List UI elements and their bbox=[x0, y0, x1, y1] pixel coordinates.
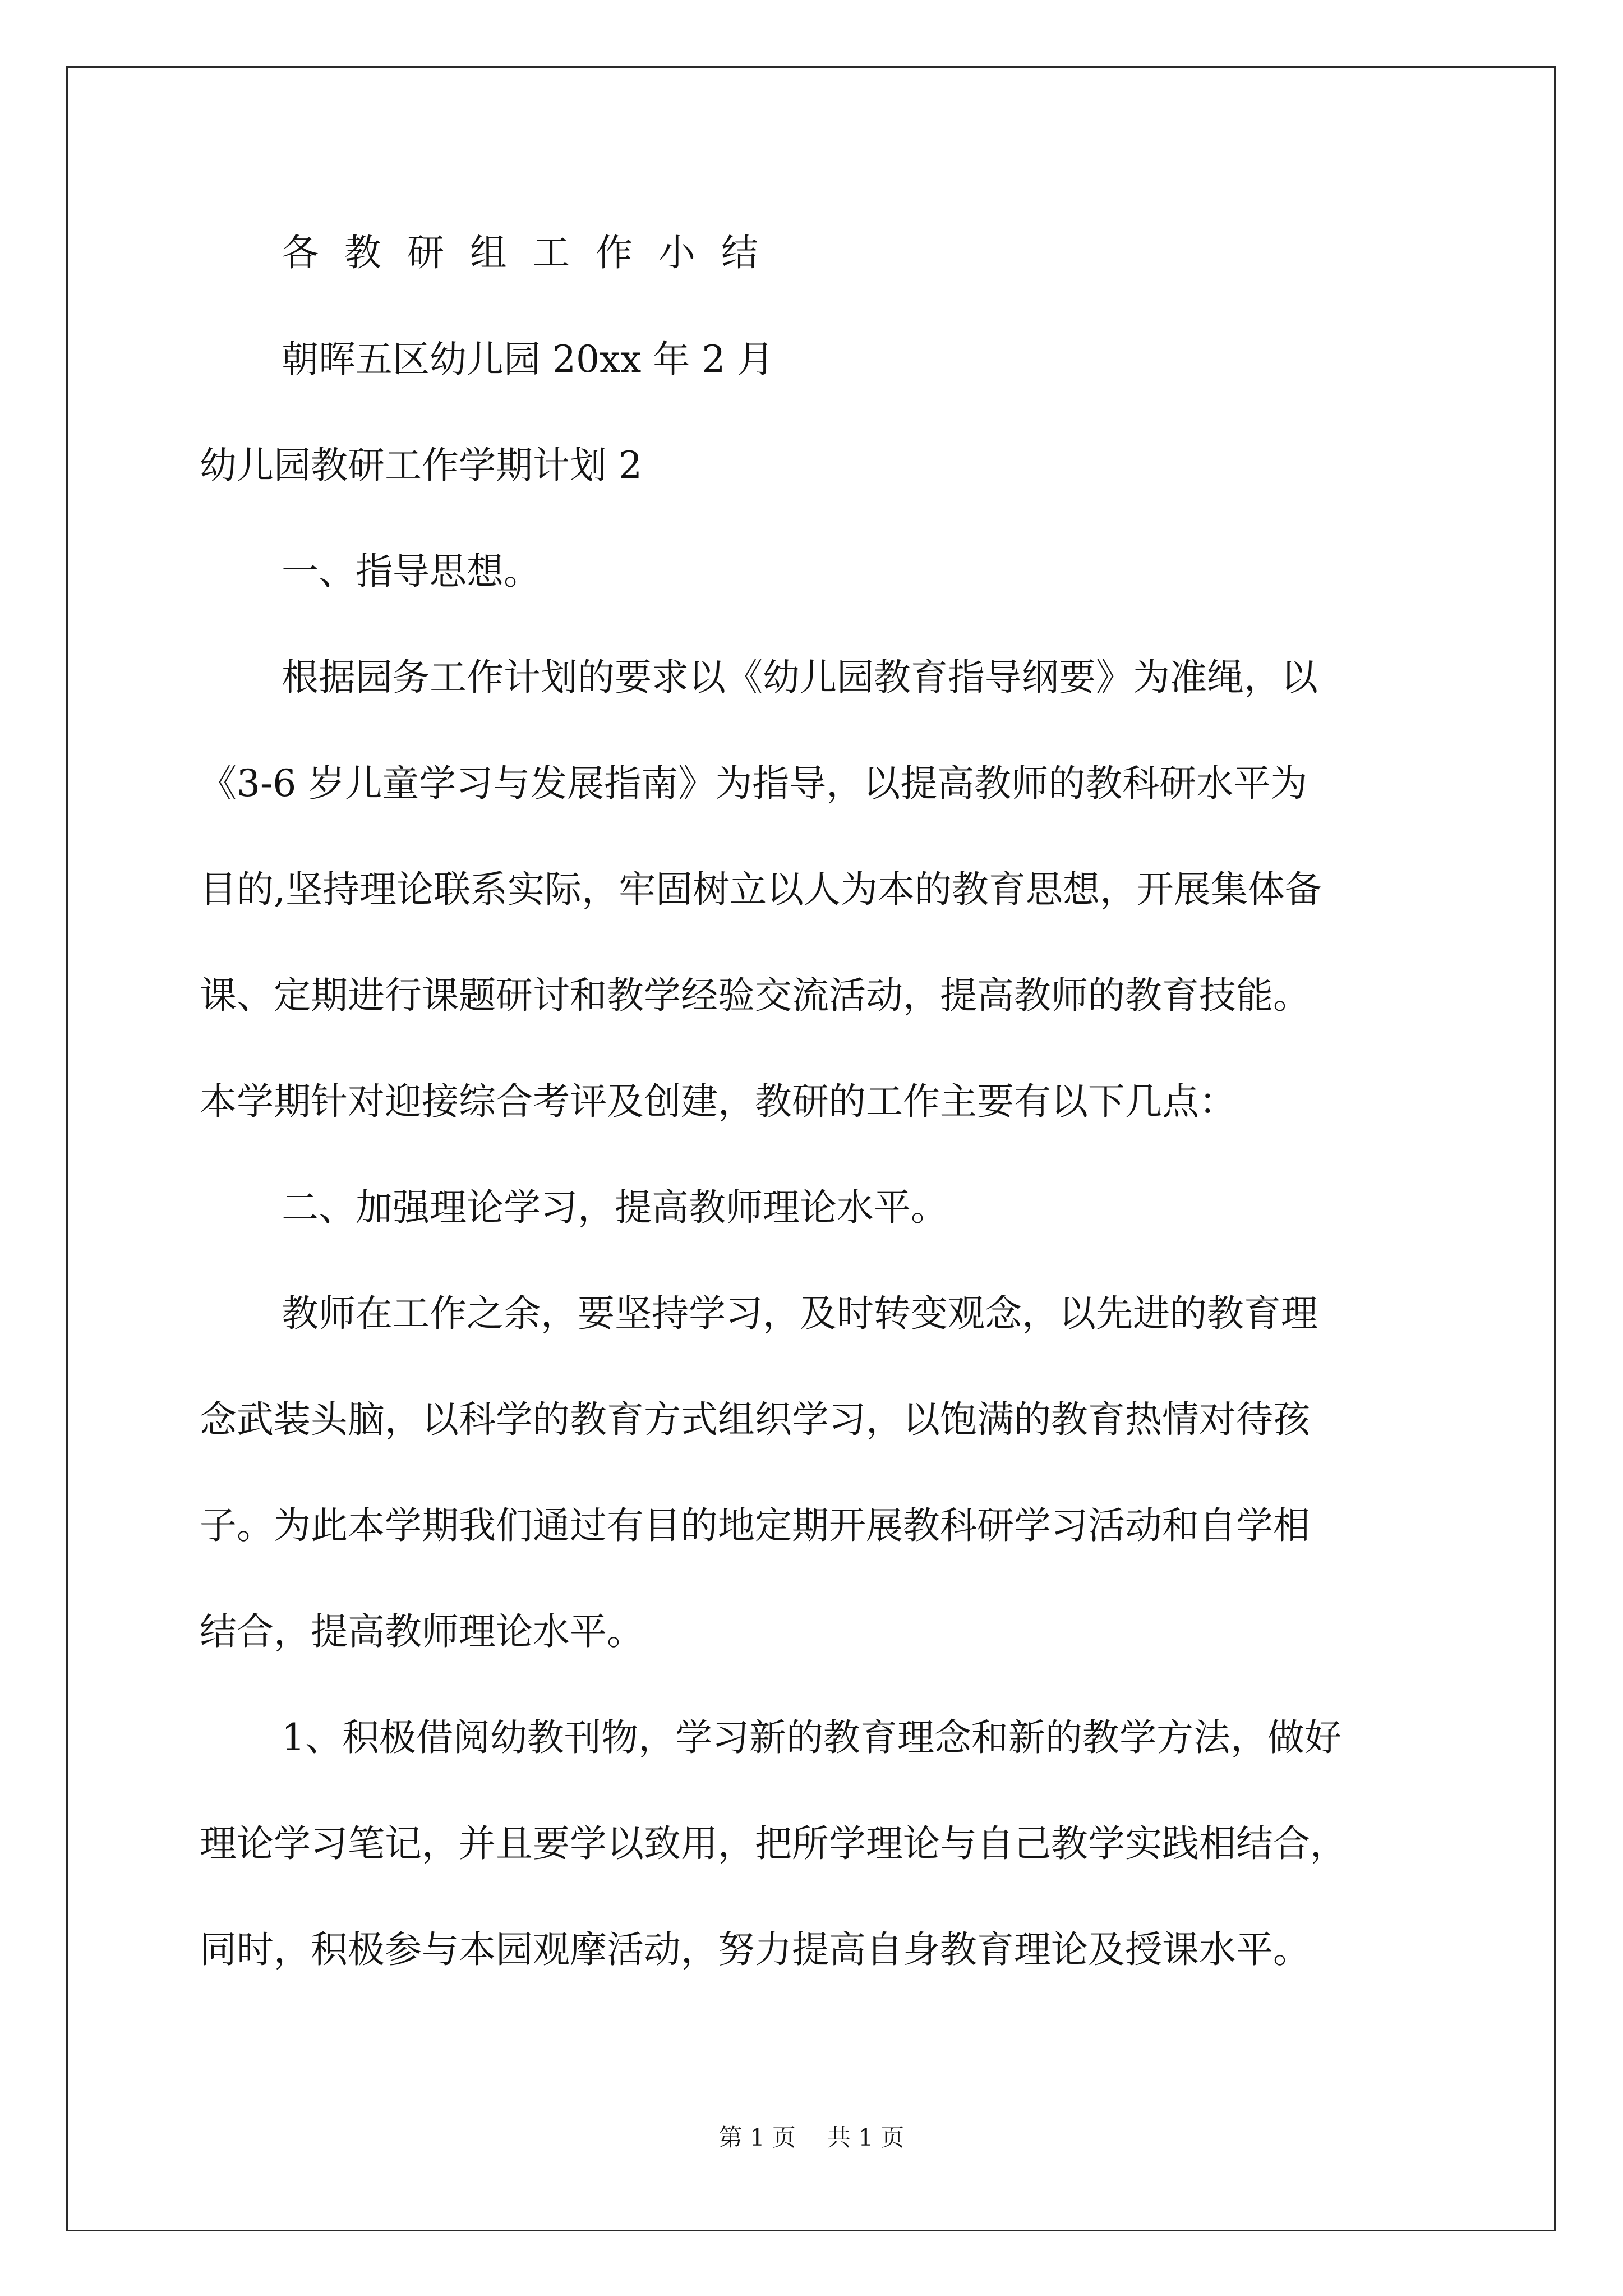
subheading-guiding-ideology: 一、指导思想。 bbox=[282, 550, 541, 593]
paragraph-line: 根据园务工作计划的要求以《幼儿园教育指导纲要》为准绳，以 bbox=[282, 656, 1318, 699]
paragraph-line: 结合，提高教师理论水平。 bbox=[200, 1610, 644, 1653]
paragraph-line: 同时，积极参与本园观摩活动，努力提高自身教育理论及授课水平。 bbox=[200, 1928, 1310, 1971]
paragraph-line: 《3-6 岁儿童学习与发展指南》为指导，以提高教师的教科研水平为 bbox=[200, 762, 1308, 805]
page-border bbox=[66, 66, 1556, 2231]
paragraph-line: 教师在工作之余，要坚持学习，及时转变观念，以先进的教育理 bbox=[282, 1292, 1318, 1335]
subheading-theory-study: 二、加强理论学习，提高教师理论水平。 bbox=[282, 1186, 948, 1229]
page-number-current: 第 1 页 bbox=[718, 2124, 796, 2151]
page-footer bbox=[0, 2126, 1623, 2150]
document-date-line: 朝晖五区幼儿园 20xx 年 2 月 bbox=[282, 338, 774, 381]
paragraph-line: 念武装头脑，以科学的教育方式组织学习，以饱满的教育热情对待孩 bbox=[200, 1398, 1310, 1441]
section-heading: 幼儿园教研工作学期计划 2 bbox=[200, 444, 642, 487]
paragraph-line: 1、积极借阅幼教刊物，学习新的教育理念和新的教学方法，做好 bbox=[282, 1716, 1341, 1759]
paragraph-line: 目的,坚持理论联系实际，牢固树立以人为本的教育思想，开展集体备 bbox=[200, 868, 1322, 911]
page-number-total: 共 1 页 bbox=[827, 2124, 905, 2151]
paragraph-line: 课、定期进行课题研讨和教学经验交流活动，提高教师的教育技能。 bbox=[200, 974, 1310, 1017]
paragraph-line: 本学期针对迎接综合考评及创建，教研的工作主要有以下几点： bbox=[200, 1080, 1236, 1123]
paragraph-line: 子。为此本学期我们通过有目的地定期开展教科研学习活动和自学相 bbox=[200, 1504, 1310, 1547]
paragraph-line: 理论学习笔记，并且要学以致用，把所学理论与自己教学实践相结合， bbox=[200, 1822, 1347, 1865]
document-title: 各教研组工作小结 bbox=[282, 231, 784, 274]
